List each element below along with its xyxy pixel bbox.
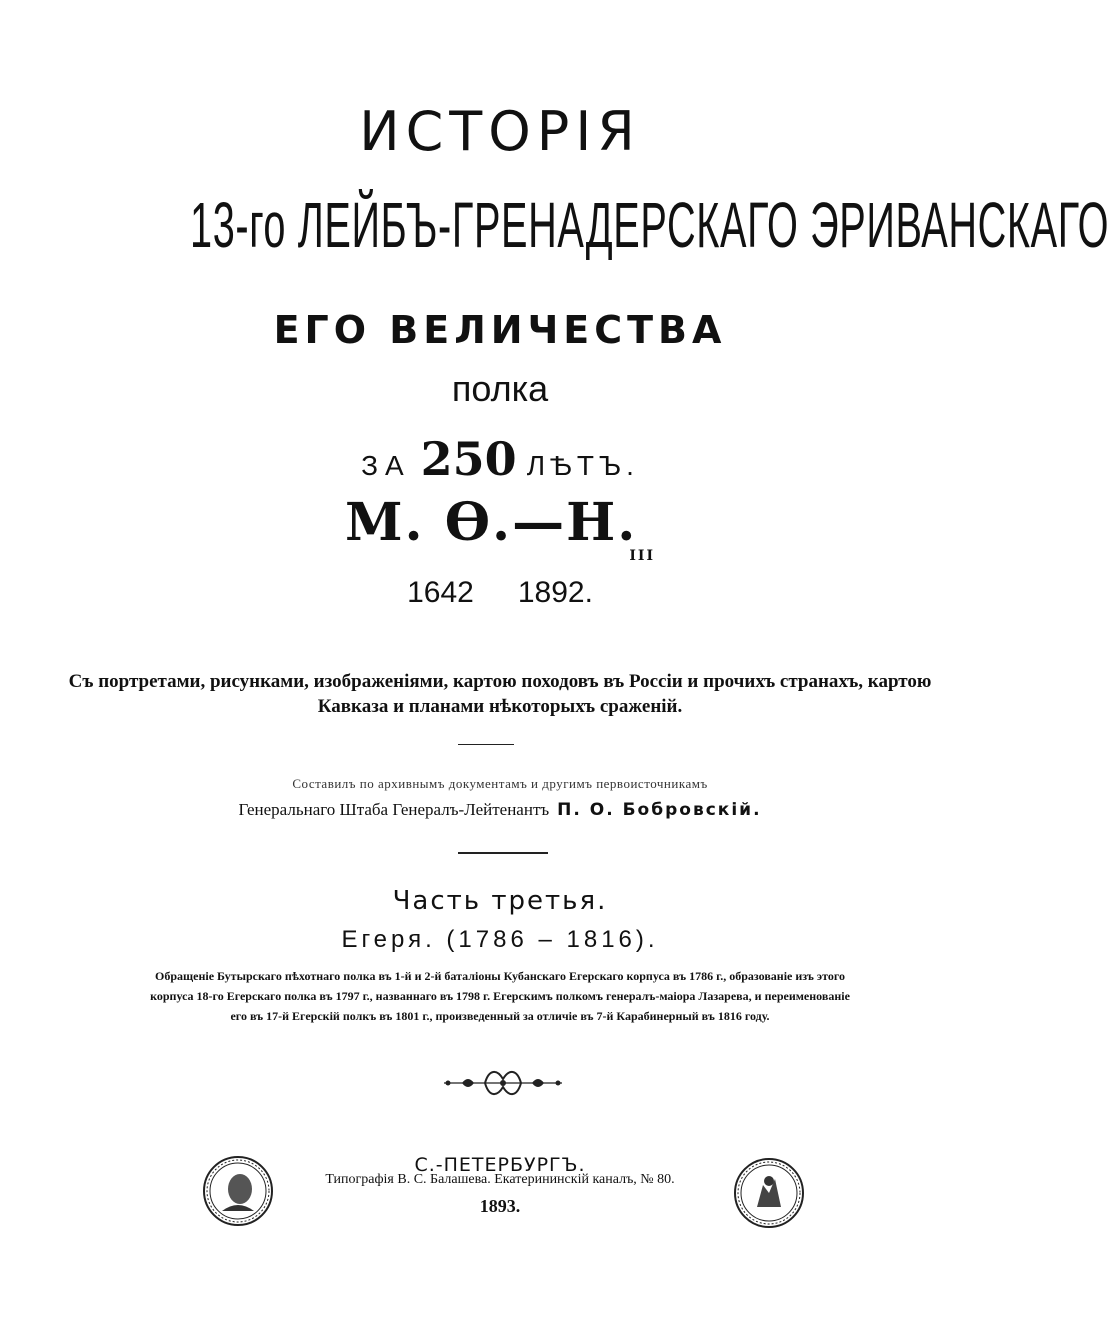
monogram-subscript: III: [629, 548, 656, 564]
date-start: 1642: [407, 576, 474, 609]
date-end: 1892.: [517, 576, 593, 609]
author-line: [0, 800, 1000, 820]
regiment-name: 13-го ЛЕЙБЪ-ГРЕНАДЕРСКАГО ЭРИВАНСКАГО: [190, 189, 1109, 261]
imprint-printer: Типографія В. С. Балашева. Екатерининскій каналъ, № 80.: [325, 1172, 675, 1187]
part-subtitle: Егеря. (1786 – 1816).: [341, 926, 659, 953]
book-title: ИСТОРІЯ: [359, 100, 641, 163]
monogram-text: М. Ѳ.—Н.: [344, 492, 638, 553]
years-prefix: ЗА: [361, 450, 411, 481]
part-title: Часть третья.: [392, 886, 608, 916]
imprint-year: 1893.: [479, 1196, 521, 1216]
divider-long: [458, 852, 548, 854]
majesty-line: ЕГО ВЕЛИЧЕСТВА: [273, 308, 727, 352]
date-range: [0, 576, 1000, 610]
description-line-1: Обращеніе Бутырскаго пѣхотнаго полка въ 1-й и 2-й баталіоны Кубанскаго Егерскаго корпуса въ 1786 г., образованіе изъ этого: [155, 969, 845, 983]
imperial-monogram: [0, 492, 1000, 564]
ornament-vignette: [440, 1068, 566, 1098]
imprint-city: С.-ПЕТЕРБУРГЪ.: [414, 1154, 586, 1176]
part-description: [0, 966, 1000, 1026]
illustrations-line-1: Съ портретами, рисунками, изображеніями, картою походовъ въ Россіи и прочихъ странахъ, картою: [68, 671, 932, 692]
compiled-note: Составилъ по архивнымъ документамъ и другимъ первоисточникамъ: [292, 776, 708, 791]
years-suffix: ЛѢТЪ.: [526, 450, 639, 481]
author-name: П. О. Бобровскій.: [557, 800, 762, 820]
author-rank: Генеральнаго Штаба Генералъ-Лейтенантъ: [238, 800, 550, 819]
years-line: [0, 432, 1000, 486]
description-line-3: его въ 17-й Егерскій полкъ въ 1801 г., произведенный за отличіе въ 7-й Карабинерный въ 1816 году.: [230, 1009, 770, 1023]
library-stamp-left: [202, 1155, 274, 1227]
description-line-2: корпуса 18-го Егерскаго полка въ 1797 г., названнаго въ 1798 г. Егерскимъ полкомъ генералъ-маіора Лазарева, и переименованіе: [150, 989, 850, 1003]
library-stamp-right: [733, 1157, 805, 1229]
illustrations-note: [0, 669, 1000, 719]
polka-line: полка: [451, 368, 549, 409]
divider-short: [458, 744, 514, 745]
illustrations-line-2: Кавказа и планами нѣкоторыхъ сраженій.: [317, 696, 683, 717]
years-number: 250: [420, 432, 517, 486]
